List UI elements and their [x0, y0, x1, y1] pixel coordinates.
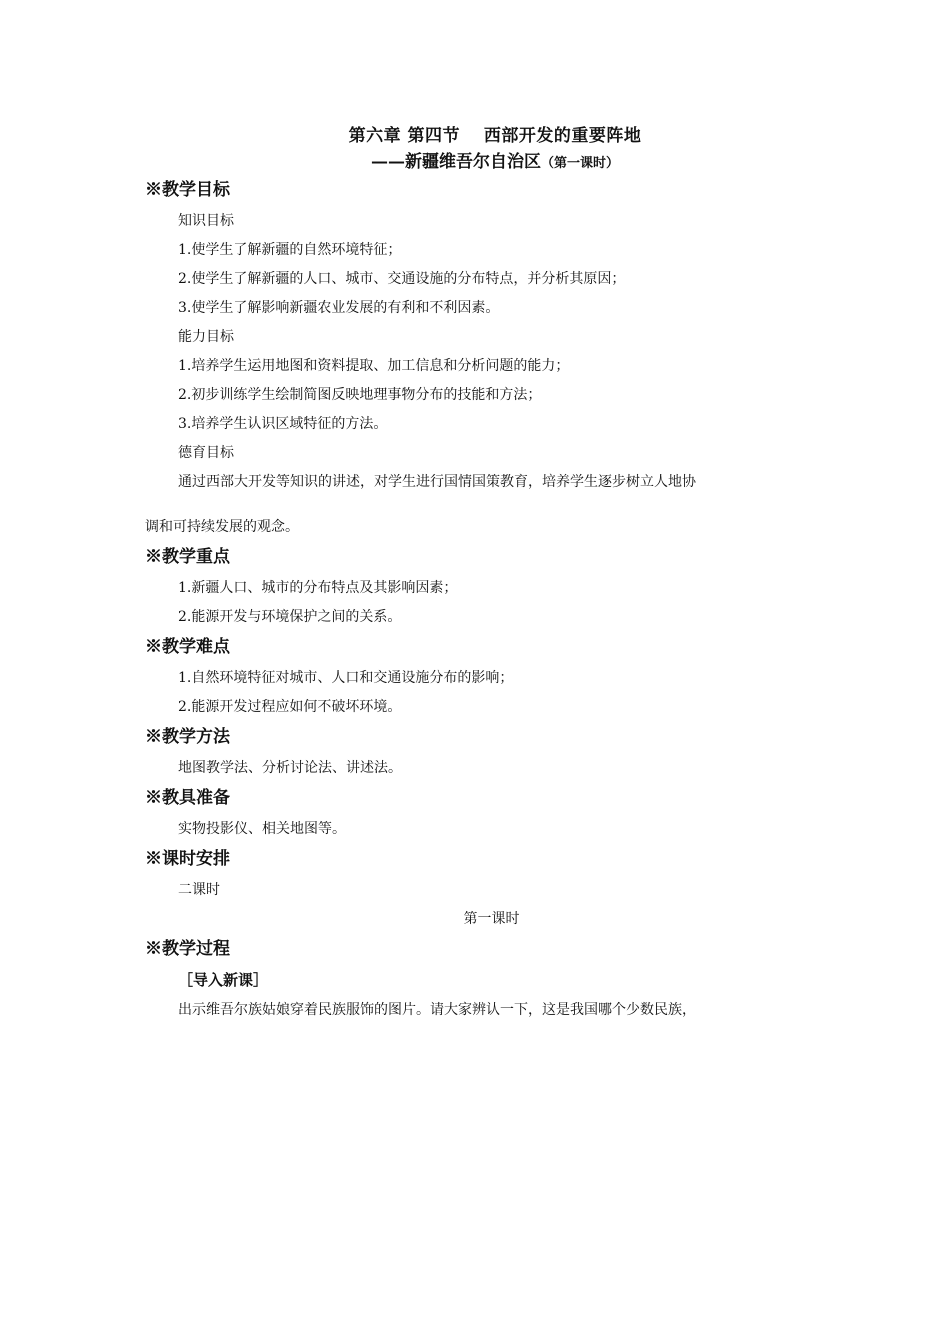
section-heading-process: ※教学过程: [145, 939, 230, 959]
section-heading-schedule: ※课时安排: [145, 849, 230, 869]
section-heading-tools: ※教具准备: [145, 788, 230, 808]
knowledge-item: 3.使学生了解影响新疆农业发展的有利和不利因素。: [178, 300, 500, 316]
document-title: 第六章 第四节 西部开发的重要阵地: [348, 126, 642, 146]
subtitle-main: ——新疆维吾尔自治区: [370, 152, 541, 172]
subtitle-lesson: （第一课时）: [540, 156, 619, 171]
subheading-ability: 能力目标: [178, 329, 234, 345]
schedule-text: 二课时: [178, 882, 220, 898]
ability-item: 1.培养学生运用地图和资料提取、加工信息和分析问题的能力；: [178, 358, 570, 374]
section-heading-key-points: ※教学重点: [145, 547, 230, 567]
knowledge-item: 1.使学生了解新疆的自然环境特征；: [178, 242, 402, 258]
section-heading-goals: ※教学目标: [145, 180, 230, 200]
key-point-item: 2.能源开发与环境保护之间的关系。: [178, 609, 402, 625]
methods-text: 地图教学法、分析讨论法、讲述法。: [178, 760, 402, 776]
moral-line-2: 调和可持续发展的观念。: [145, 519, 299, 535]
key-point-item: 1.新疆人口、城市的分布特点及其影响因素；: [178, 580, 458, 596]
section-heading-difficulties: ※教学难点: [145, 637, 230, 657]
difficulty-item: 2.能源开发过程应如何不破坏环境。: [178, 699, 402, 715]
moral-line-1: 通过西部大开发等知识的讲述，对学生进行国情国策教育，培养学生逐步树立人地协: [178, 474, 696, 490]
ability-item: 2.初步训练学生绘制简图反映地理事物分布的技能和方法；: [178, 387, 542, 403]
subheading-knowledge: 知识目标: [178, 213, 234, 229]
lesson-title: 第一课时: [463, 911, 520, 927]
tools-text: 实物投影仪、相关地图等。: [178, 821, 346, 837]
intro-label: ［导入新课］: [178, 971, 269, 989]
moral-paragraph: [145, 472, 810, 537]
difficulty-item: 1.自然环境特征对城市、人口和交通设施分布的影响；: [178, 670, 514, 686]
document-body: [145, 172, 810, 1028]
intro-text: 出示维吾尔族姑娘穿着民族服饰的图片。请大家辨认一下，这是我国哪个少数民族，: [178, 1002, 696, 1018]
knowledge-item: 2.使学生了解新疆的人口、城市、交通设施的分布特点，并分析其原因；: [178, 271, 626, 287]
subheading-moral: 德育目标: [178, 445, 234, 461]
ability-item: 3.培养学生认识区域特征的方法。: [178, 416, 388, 432]
section-heading-methods: ※教学方法: [145, 727, 230, 747]
